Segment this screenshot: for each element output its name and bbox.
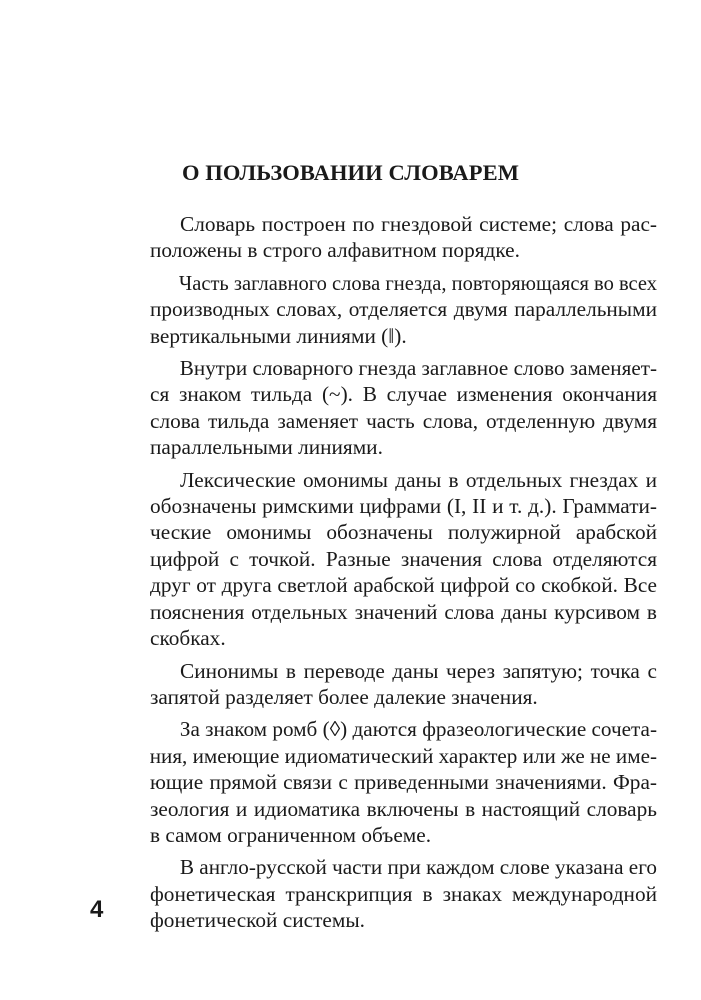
paragraph-structure <box>90 211 657 264</box>
text-line: Синонимы в переводе даны через запятую; точка с <box>180 658 657 683</box>
text-line: ния, имеющие идиоматический характер или же не име- <box>149 743 657 768</box>
text-line: За знаком ромб (◊) даются фразеологические сочета- <box>179 717 658 742</box>
paragraph-separator <box>90 270 657 349</box>
paragraph-transcription <box>90 854 658 933</box>
text-line: производных словах, отделяется двумя параллельными <box>150 297 657 322</box>
text-line: в самом ограниченном объеме. <box>150 822 432 847</box>
text-line: пояснения отдельных значений слова даны курсивом в <box>150 599 657 624</box>
paragraph-synonyms <box>90 658 657 711</box>
text-line: Словарь построен по гнездовой системе; слова рас- <box>180 212 657 236</box>
text-line: ческие омонимы обозначены полужирной арабской <box>150 520 657 545</box>
text-line: ющие прямой связи с приведенными значениями. Фра- <box>150 770 657 795</box>
text-line: Часть заглавного слова гнезда, повторяющаяся во всех <box>178 270 657 295</box>
text-line: запятой разделяет более далекие значения. <box>150 684 538 709</box>
text-line: зеология и идиоматика включены в настоящий словарь <box>150 796 657 821</box>
paragraph-homonyms <box>90 467 657 652</box>
page-title: О ПОЛЬЗОВАНИИ СЛОВАРЕМ <box>181 160 520 185</box>
text-line: Лексические омонимы даны в отдельных гнездах и <box>180 467 657 492</box>
body-text <box>90 211 658 940</box>
text-line: слова тильда заменяет часть слова, отделенную двумя <box>150 408 657 433</box>
text-line: друг от друга светлой арабской цифрой со скобкой. Все <box>150 573 657 598</box>
text-line: параллельными линиями. <box>150 435 383 460</box>
text-line: скобках. <box>150 626 226 651</box>
text-line: обозначены римскими цифрами (I, II и т. д.). Граммати- <box>150 494 657 519</box>
text-line: цифрой с точкой. Разные значения слова отделяются <box>150 546 657 571</box>
text-line: В англо-русской части при каждом слове указана его <box>179 855 658 880</box>
text-line: фонетическая транскрипция в знаках международной <box>150 881 657 906</box>
text-line: фонетической системы. <box>150 908 365 933</box>
paragraph-phraseology <box>90 716 658 848</box>
paragraph-tilde <box>90 355 657 461</box>
page-number: 4 <box>90 896 104 923</box>
text-line: ся знаком тильда (~). В случае изменения окончания <box>150 382 657 407</box>
text-line: Внутри словарного гнезда заглавное слово заменяет- <box>179 356 657 381</box>
text-line: положены в строго алфавитном порядке. <box>150 238 520 263</box>
text-line: вертикальными линиями (‖). <box>150 323 407 348</box>
